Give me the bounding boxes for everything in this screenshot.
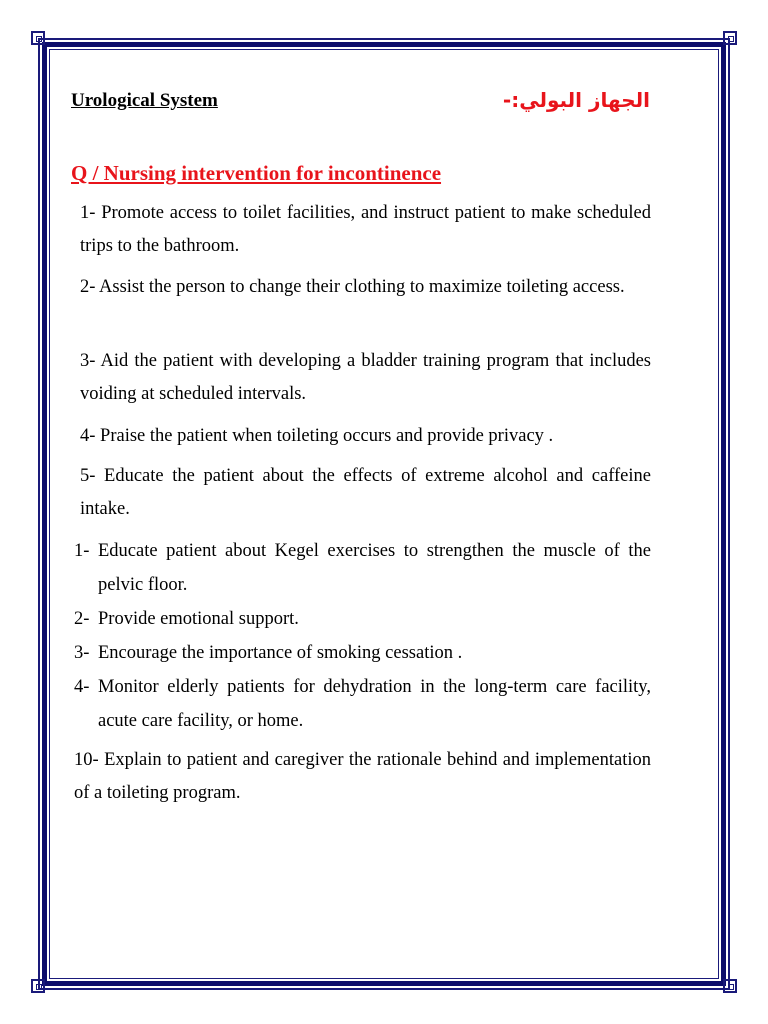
item-number: 2- (74, 609, 90, 629)
item-number: 3- (74, 643, 90, 663)
item-text: Monitor elderly patients for dehydration in the long-term care facility, acute care facility, or home. (98, 677, 651, 731)
intervention-item: 4- Praise the patient when toileting occurs and provide privacy . (80, 426, 554, 446)
item-text: Educate patient about Kegel exercises to strengthen the muscle of the pelvic floor. (98, 541, 651, 595)
intervention-item-10: 10- Explain to patient and caregiver the rationale behind and implementation of a toileting program. (74, 750, 651, 803)
corner-ornament-top-right (723, 31, 737, 45)
intervention-item: 2- Assist the person to change their clothing to maximize toileting access. (80, 277, 625, 297)
numbered-item (74, 534, 651, 602)
corner-ornament-bottom-left (31, 979, 45, 993)
item-number: 1- (74, 541, 90, 561)
corner-ornament-bottom-right (723, 979, 737, 993)
item-number: 4- (74, 677, 90, 697)
numbered-item (74, 670, 651, 738)
numbered-item (74, 636, 651, 670)
page-title-arabic: الجهاز البولي:- (502, 88, 650, 112)
numbered-item (74, 602, 651, 636)
item-text: Provide emotional support. (98, 609, 299, 629)
page-title: Urological System (71, 90, 218, 111)
question-heading: Q / Nursing intervention for incontinence (71, 161, 442, 185)
corner-ornament-top-left (31, 31, 45, 45)
item-text: Encourage the importance of smoking cessation . (98, 643, 463, 663)
intervention-item: 3- Aid the patient with developing a bladder training program that includes voiding at scheduled intervals. (80, 351, 651, 404)
intervention-item: 5- Educate the patient about the effects of extreme alcohol and caffeine intake. (80, 466, 651, 519)
intervention-item: 1- Promote access to toilet facilities, and instruct patient to make scheduled trips to the bathroom. (80, 203, 651, 256)
